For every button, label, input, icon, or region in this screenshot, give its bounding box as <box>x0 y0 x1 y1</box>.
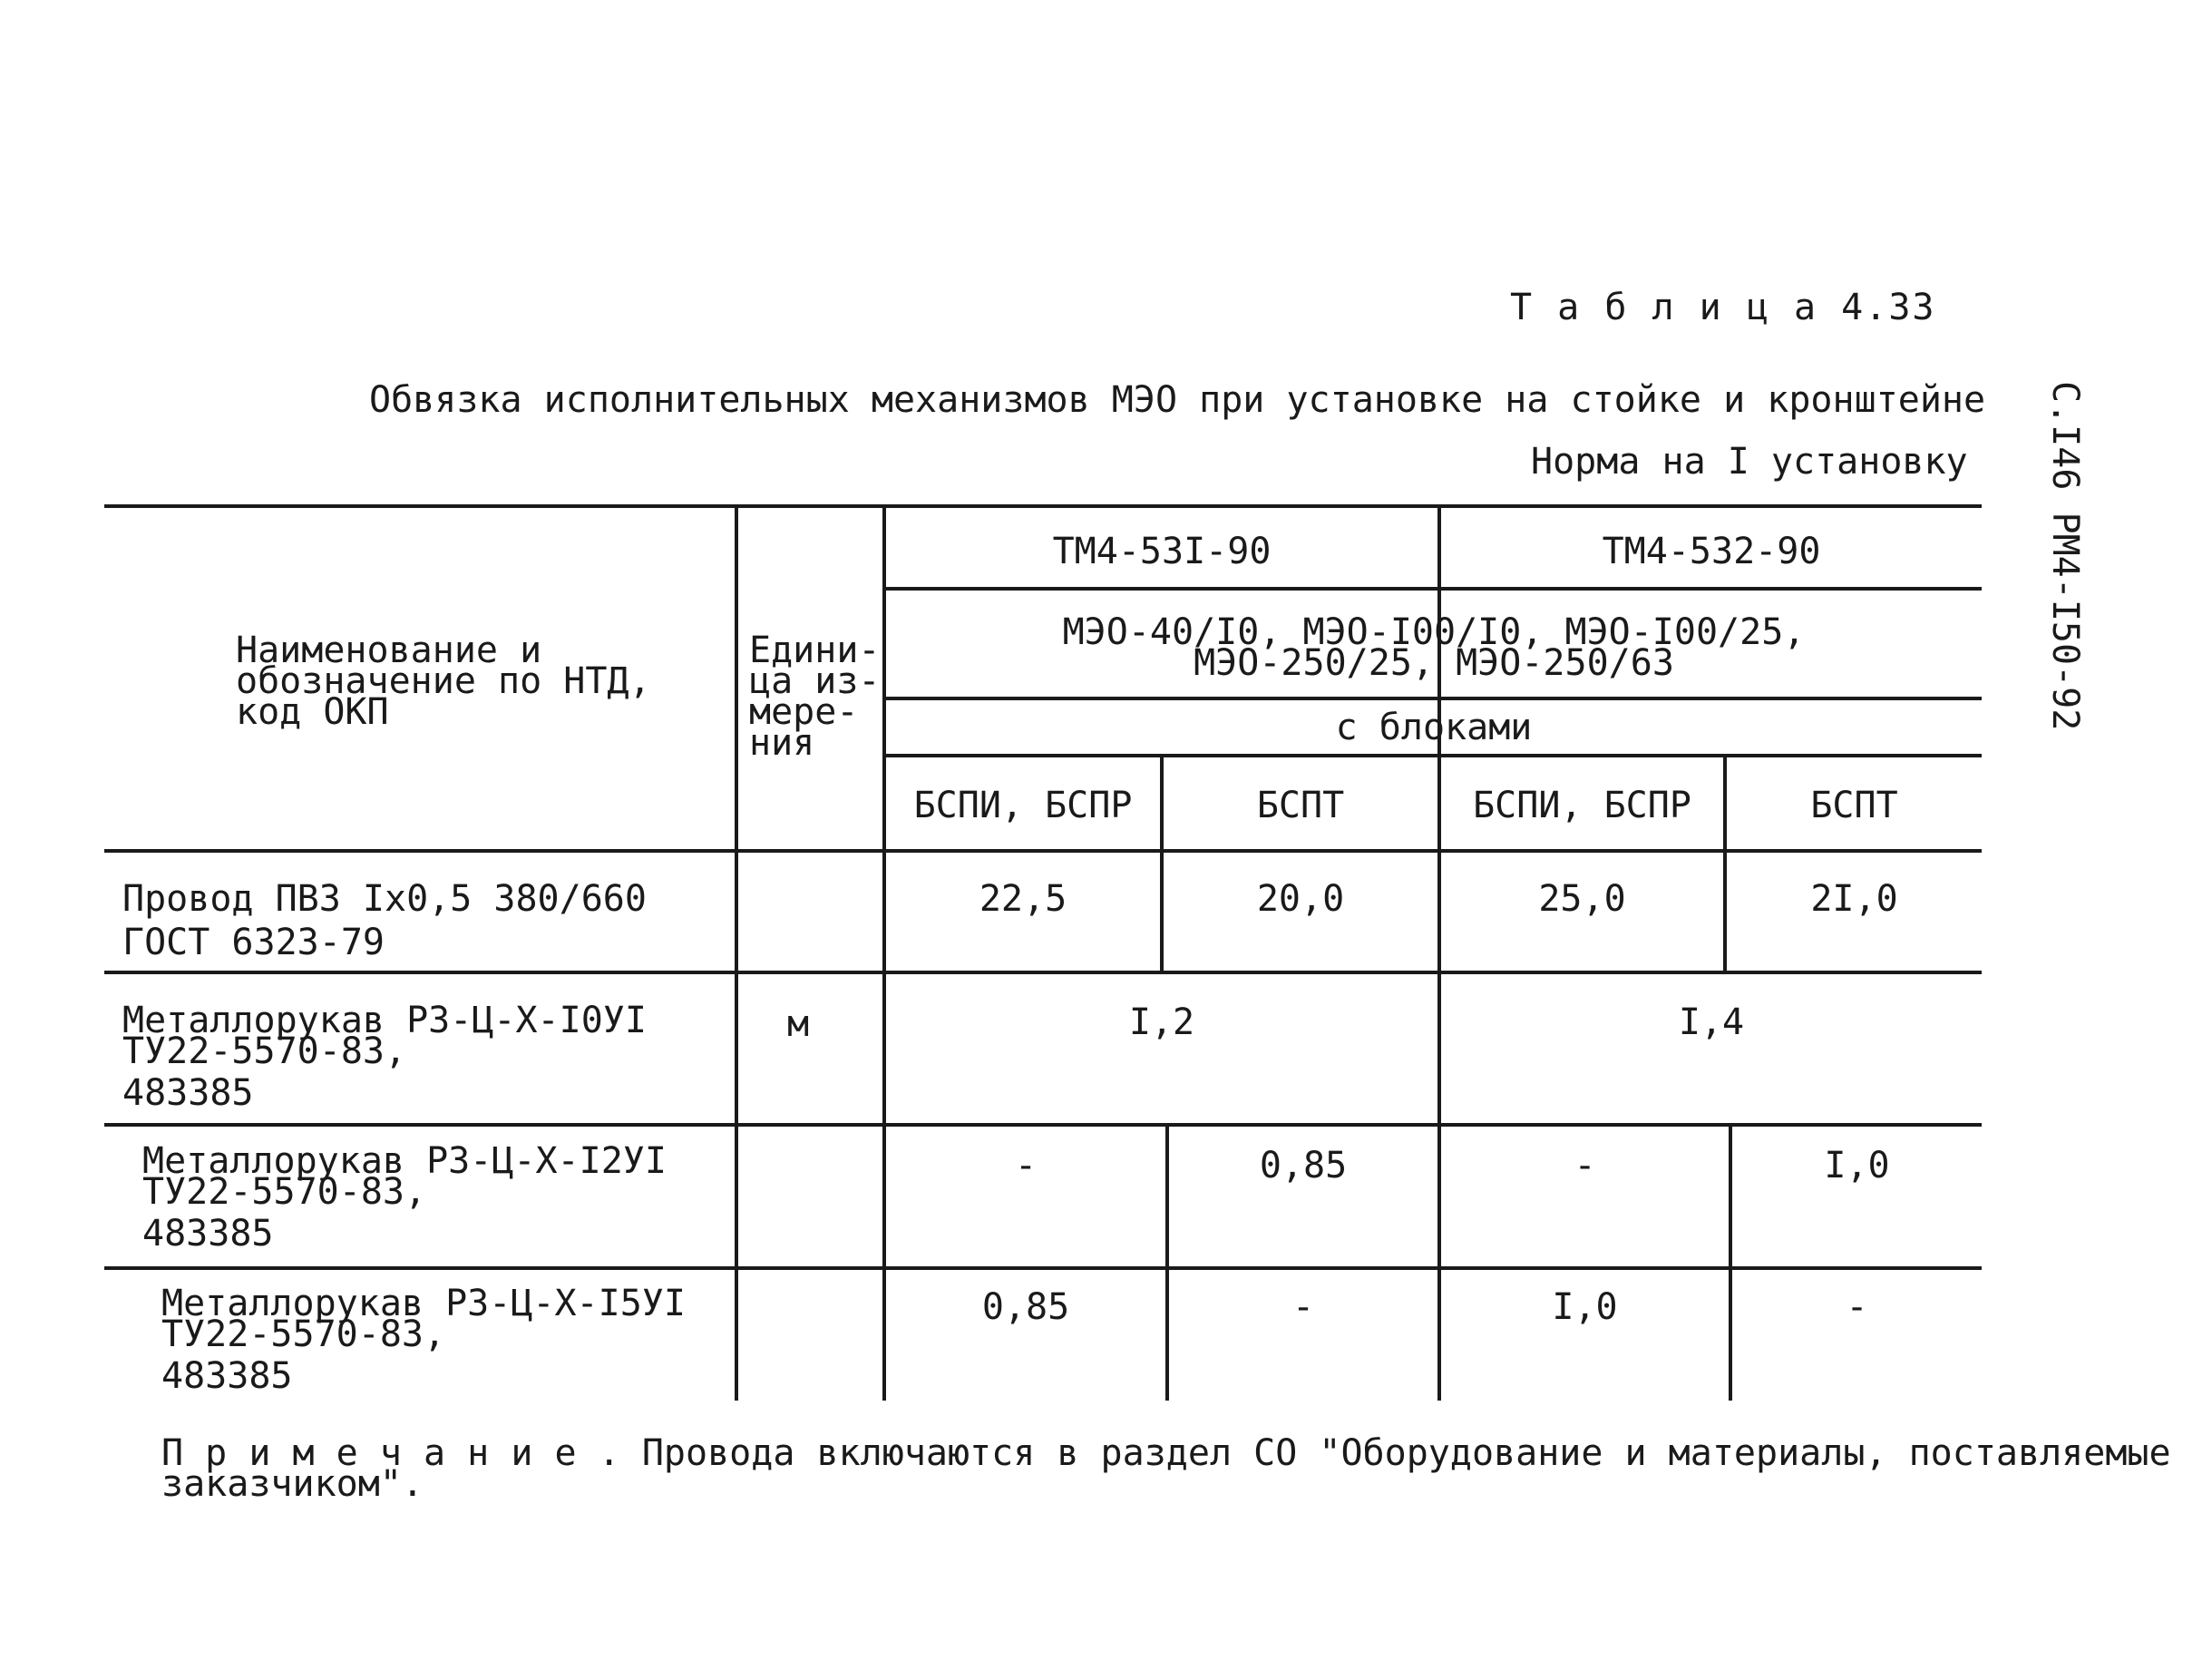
row1-value-2: 20,0 <box>1256 878 1345 920</box>
table-title: Обвязка исполнительных механизмов МЭО при установке на стойке и кронштейне <box>369 379 1986 421</box>
header-group-2: ТМ4-532-90 <box>1602 531 1821 572</box>
header-rule-blocks <box>882 754 1982 757</box>
row4-value-1: 0,85 <box>981 1286 1070 1328</box>
row2-rule <box>104 1123 1982 1127</box>
note-label: П р и м е ч а н и е . <box>161 1432 620 1474</box>
row1-name-line1: Провод ПВЗ Iх0,5 380/660 <box>122 878 647 920</box>
header-sub-3: БСПИ, БСПР <box>1473 785 1691 826</box>
header-rule-devices <box>882 697 1982 700</box>
row4-value-4: - <box>1846 1286 1868 1328</box>
table-label: Т а б л и ц а 4.33 <box>1510 287 1936 328</box>
header-blocks: с блоками <box>1335 707 1533 748</box>
header-sub-1: БСПИ, БСПР <box>913 785 1133 826</box>
col-rule-name <box>735 504 738 1401</box>
norm-label: Норма на I установку <box>1531 441 1968 483</box>
table-top-rule <box>104 504 1982 508</box>
row4-value-2: - <box>1291 1286 1315 1328</box>
unit-value: м <box>787 1003 810 1045</box>
row3-value-3: - <box>1574 1145 1596 1186</box>
row1-value-3: 25,0 <box>1538 878 1626 920</box>
row1-name-line2: ГОСТ 6323-79 <box>122 922 385 963</box>
header-bottom-rule <box>104 849 1982 853</box>
header-devices: МЭО-40/I0, МЭО-I00/I0, МЭО-I00/25, МЭО-250/25, МЭО-250/63 <box>1062 611 1806 684</box>
row3-value-1: - <box>1014 1145 1038 1186</box>
header-rule-groups <box>882 587 1982 591</box>
side-code: С.I46 РМ4-I50-92 <box>2044 381 2086 731</box>
row3-value-4: I,0 <box>1824 1145 1890 1186</box>
header-group-1: ТМ4-53I-90 <box>1052 531 1272 572</box>
header-sub-4: БСПТ <box>1810 785 1898 826</box>
row3-value-2: 0,85 <box>1259 1145 1348 1186</box>
note-text-2: заказчиком". <box>161 1463 424 1505</box>
row3-rule <box>104 1266 1982 1270</box>
header-name-column: Наименование и обозначение по НТД, код ОКП <box>236 630 651 733</box>
row3-name: Металлорукав Р3-Ц-Х-I2УI ТУ22-5570-83, 483385 <box>142 1140 667 1255</box>
row4-name: Металлорукав Р3-Ц-Х-I5УI ТУ22-5570-83, 483385 <box>161 1283 686 1397</box>
row2-merged-value-1: I,2 <box>1128 1001 1195 1043</box>
header-sub-2: БСПТ <box>1256 785 1345 826</box>
row2-name: Металлорукав Р3-Ц-Х-I0УI ТУ22-5570-83, 483385 <box>122 1000 647 1114</box>
row2-merged-value-2: I,4 <box>1678 1001 1745 1043</box>
table-note <box>161 1432 2171 1505</box>
row1-value-1: 22,5 <box>979 878 1067 920</box>
row1-rule <box>104 971 1982 974</box>
note-text: Провода включаются в раздел СО "Оборудование и материалы, поставляемые <box>641 1432 2171 1474</box>
header-unit-column: Едини- ца из- мере- ния <box>749 630 881 764</box>
row1-value-4: 2I,0 <box>1810 878 1898 920</box>
row4-value-3: I,0 <box>1552 1286 1618 1328</box>
